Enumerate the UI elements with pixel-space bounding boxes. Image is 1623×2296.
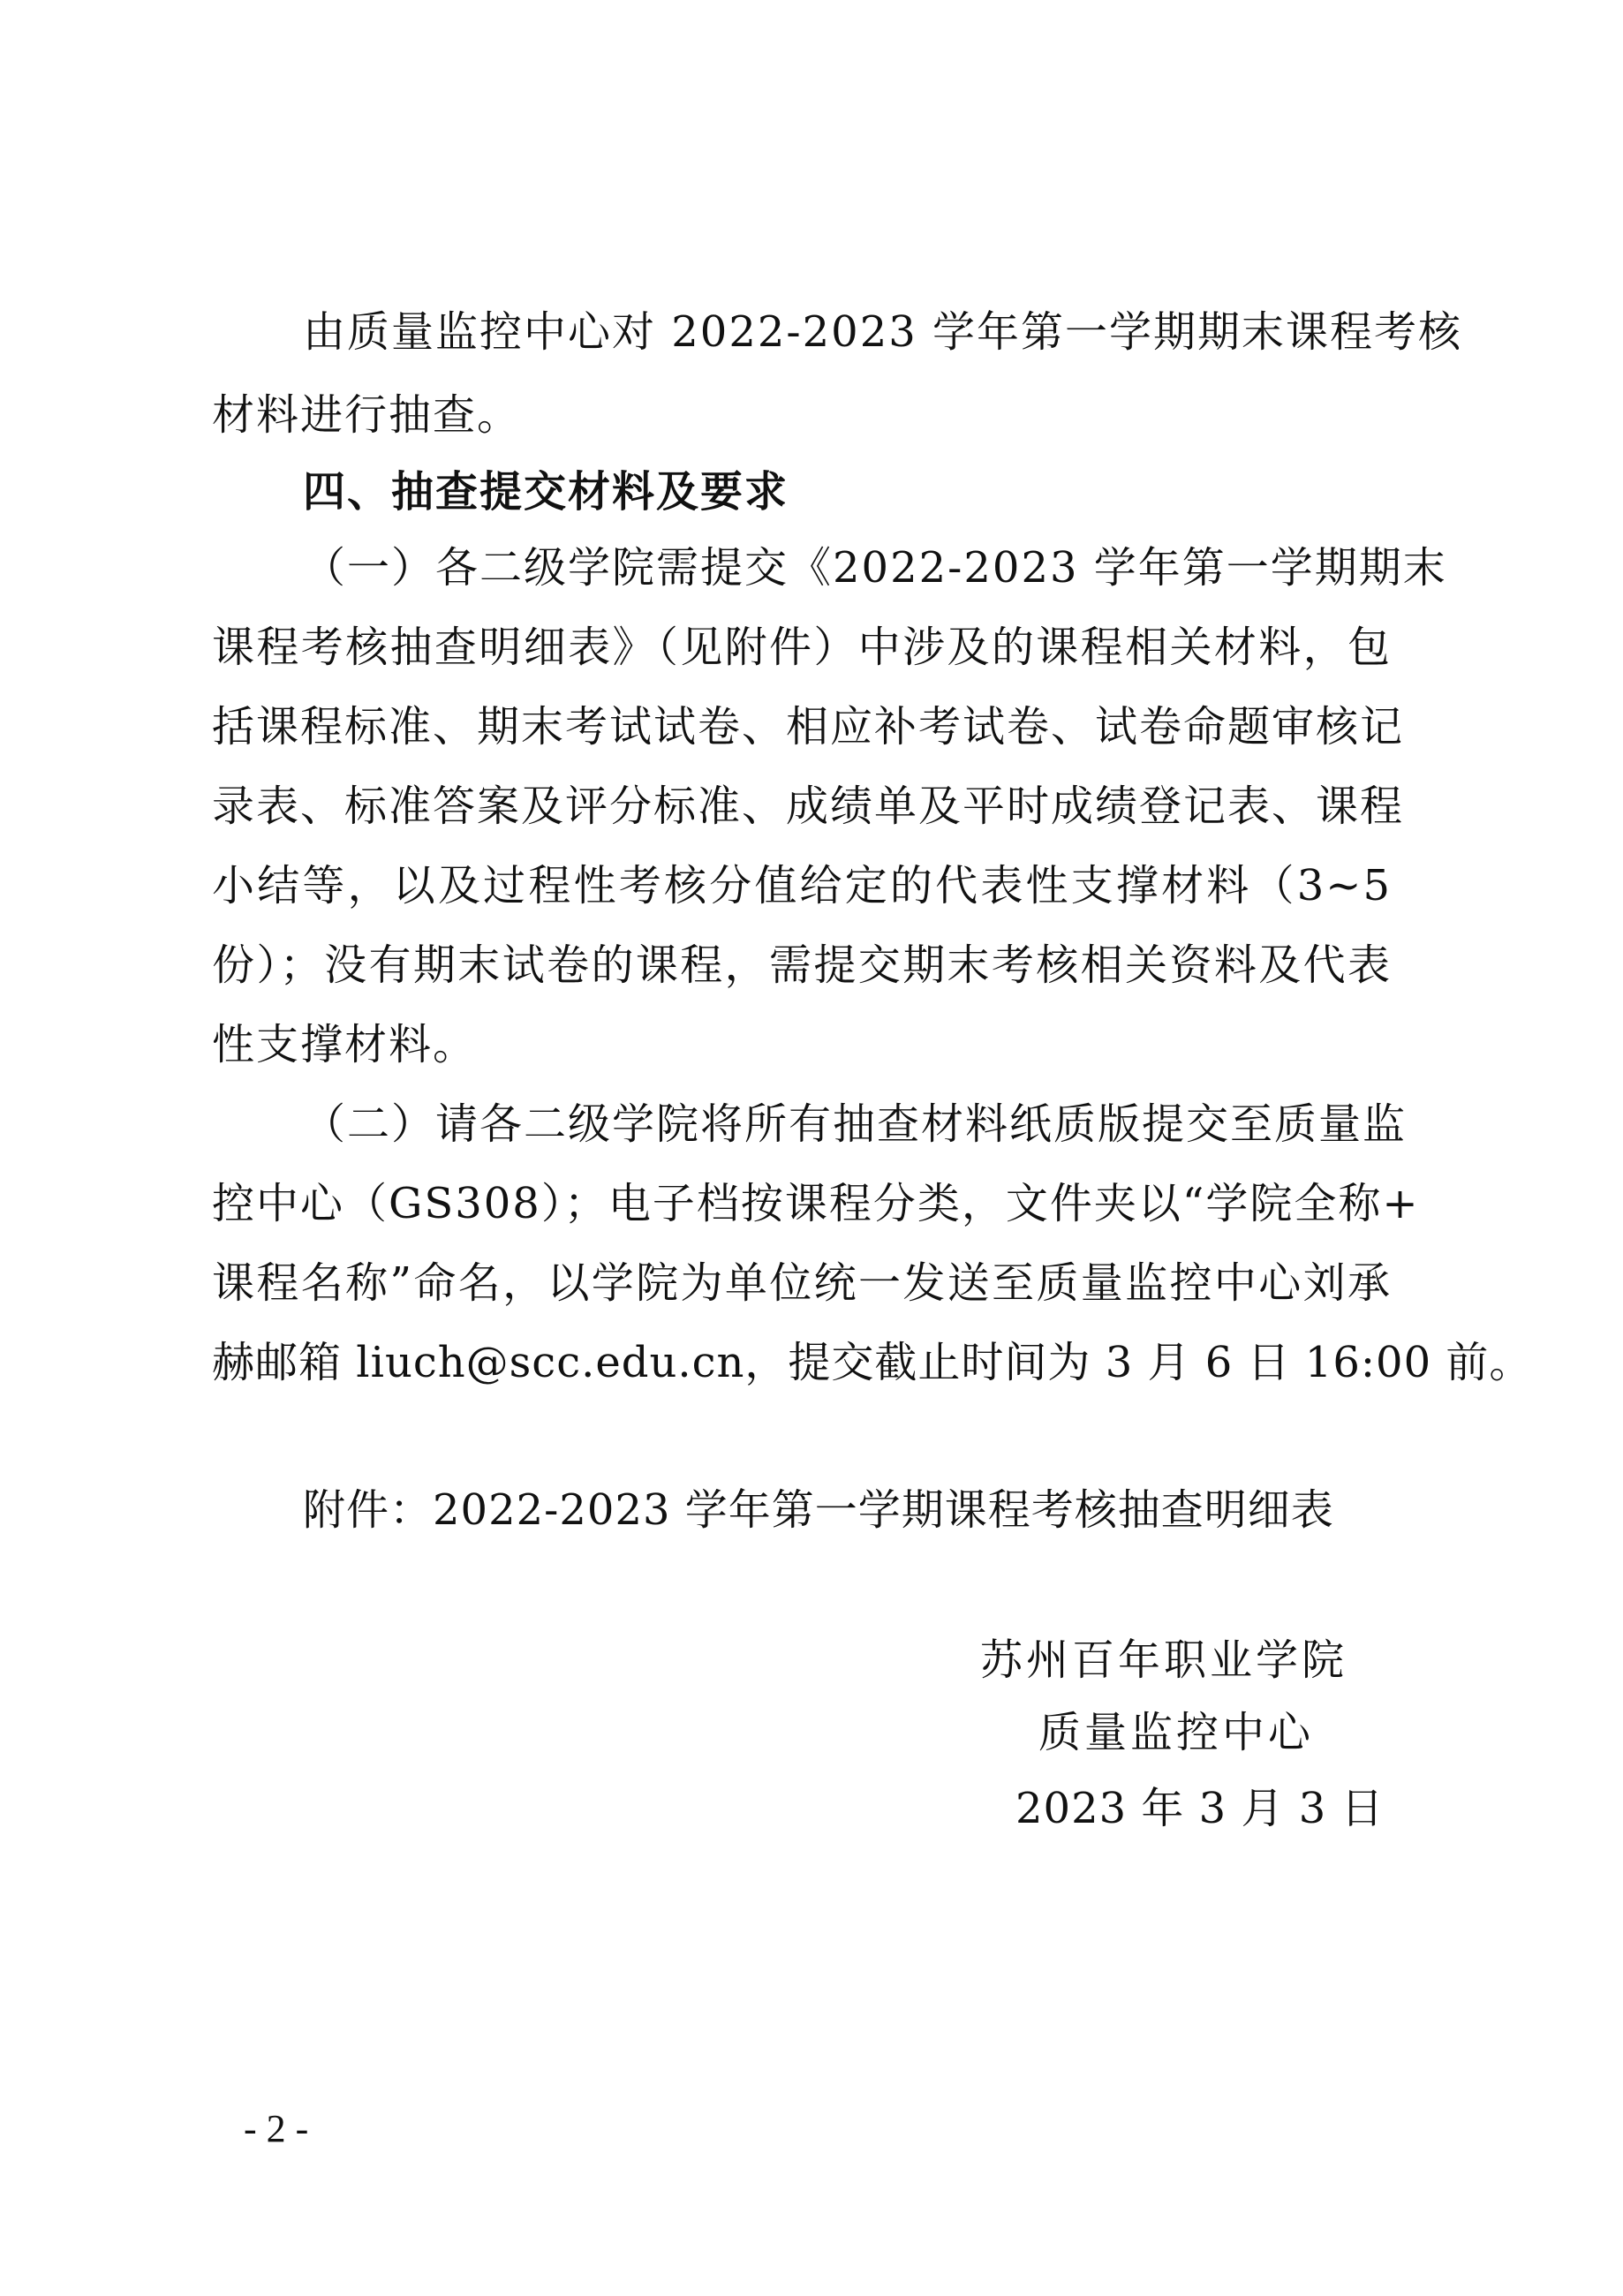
paragraph-line: 赫邮箱 liuch@scc.edu.cn，提交截止时间为 3 月 6 日 16:00 前。 [212,1338,1533,1387]
signature-date: 2023 年 3 月 3 日 [1015,1784,1385,1833]
paragraph-line: （二）请各二级学院将所有抽查材料纸质版提交至质量监 [303,1099,1408,1149]
signature-organization: 苏州百年职业学院 [980,1635,1348,1685]
paragraph-line: 控中心（GS308）；电子档按课程分类，文件夹以“学院全称+ [212,1179,1420,1228]
paragraph-line: 份）；没有期末试卷的课程，需提交期末考核相关资料及代表 [212,940,1392,990]
paragraph-line: 括课程标准、期末考试试卷、相应补考试卷、试卷命题审核记 [212,702,1405,751]
paragraph-line: 课程名称”命名，以学院为单位统一发送至质量监控中心刘承 [212,1258,1392,1308]
paragraph-line: 由质量监控中心对 2022-2023 学年第一学期期末课程考核 [303,307,1463,357]
paragraph-line: 录表、标准答案及评分标准、成绩单及平时成绩登记表、课程 [212,782,1405,831]
paragraph-line: 材料进行抽查。 [212,390,522,440]
signature-department: 质量监控中心 [1038,1708,1315,1757]
attachment-note: 附件：2022-2023 学年第一学期课程考核抽查明细表 [303,1485,1334,1535]
paragraph-line: 性支撑材料。 [212,1020,478,1069]
section-heading: 四、抽查提交材料及要求 [303,467,789,517]
paragraph-line: 课程考核抽查明细表》（见附件）中涉及的课程相关材料，包 [212,623,1392,672]
paragraph-line: 小结等，以及过程性考核分值给定的代表性支撑材料（3~5 [212,861,1392,910]
paragraph-line: （一）各二级学院需提交《2022-2023 学年第一学期期末 [303,543,1447,593]
page-number: - 2 - [244,2107,309,2150]
